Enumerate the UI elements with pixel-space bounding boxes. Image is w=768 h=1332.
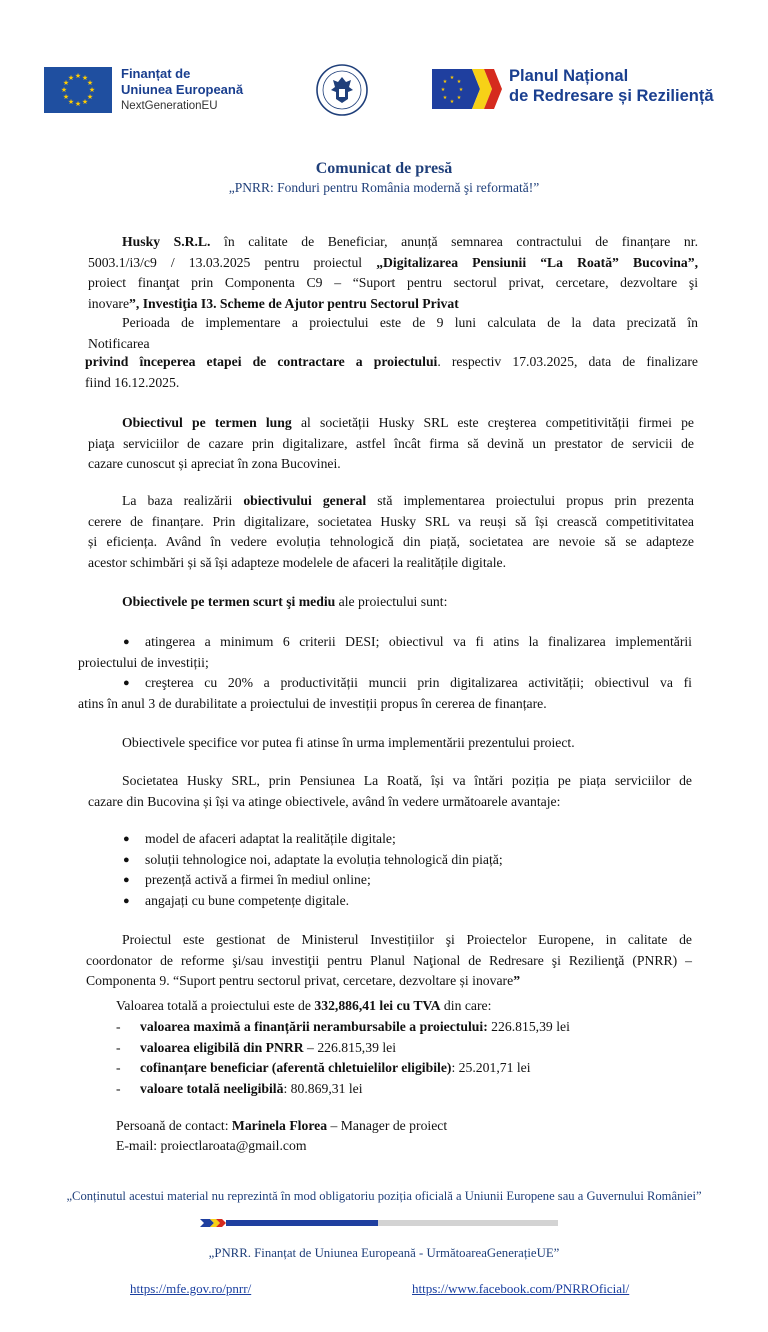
specific-objectives-text: Obiectivele specifice vor putea fi atinse în urma implementării prezentului proiect. — [122, 735, 575, 750]
value-item-label: valoare totală neeligibilă — [140, 1080, 284, 1096]
advantages-list — [121, 829, 681, 911]
advantages-text-1: Societatea Husky SRL, prin Pensiunea La Roată, își va întări poziția pe piața serviciilor de — [122, 773, 692, 788]
bullet-icon: ● — [123, 677, 130, 689]
contact-email: E-mail: proiectlaroata@gmail.com — [116, 1138, 307, 1153]
general-objective-label: obiectivului general — [243, 493, 367, 508]
footer-slogan: „PNRR. Finanțat de Uniunea Europeană - UrmătoareaGenerațieUE” — [208, 1246, 560, 1260]
dash-marker: - — [116, 1080, 121, 1096]
project-name: „Digitalizarea Pensiunii “La Roată” Bucovina”, — [376, 254, 698, 270]
short-term-item-1-line-1: atingerea a minimum 6 criterii DESI; obiectivul va fi atins la finalizarea implementării — [145, 634, 692, 649]
dash-marker: - — [116, 1019, 121, 1034]
general-text-4: acestor schimbări și să își adapteze modelele de afaceri la realitățile digitale. — [88, 554, 507, 570]
list-item — [121, 850, 681, 871]
eu-stars-icon — [44, 67, 112, 113]
short-term-item-2-line-1: creşterea cu 20% a productivității muncii prin digitalizarea activității; obiectivul va fi — [145, 675, 692, 690]
period-text-2: Notificarea — [88, 335, 150, 351]
intro-text-3: proiect finanţat prin Componenta C9 – “Suport pentru sectorul privat, cercetare, dezvoltare şi — [88, 275, 698, 291]
svg-text:★: ★ — [62, 79, 70, 87]
management-text-3: Componenta 9. “Suport pentru sectorul privat, cercetare, dezvoltare și inovare — [86, 973, 514, 989]
eu-flag-logo — [44, 67, 112, 113]
dash-marker: - — [116, 1060, 121, 1076]
svg-text:★: ★ — [60, 86, 68, 94]
bullet-icon: ● — [123, 894, 130, 907]
page-subtitle: „PNRR: Fonduri pentru România modernă şi reformată!” — [228, 180, 540, 195]
government-seal-logo — [315, 63, 369, 117]
pnrr-logo-mark — [432, 69, 504, 109]
svg-text:★: ★ — [67, 74, 75, 82]
svg-text:★: ★ — [442, 95, 448, 101]
list-item — [116, 1017, 692, 1038]
general-objective-paragraph — [88, 491, 694, 573]
value-item-amount: : 25.201,71 lei — [451, 1060, 531, 1076]
footer-color-bar — [200, 1219, 558, 1227]
svg-text:★: ★ — [86, 93, 94, 101]
list-item — [121, 891, 681, 912]
short-term-item-2-line-2: atins în anul 3 de durabilitate a proiectului de investiții propus în cererea de finanțare. — [78, 695, 547, 711]
value-item-label: valoarea eligibilă din PNRR — [140, 1039, 304, 1055]
pnrr-flag-icon — [432, 69, 504, 109]
general-text-1b: stă implementarea proiectului propus prin prezenta — [366, 493, 694, 508]
general-text-1a: La baza realizării — [122, 493, 244, 508]
svg-text:★: ★ — [67, 98, 75, 106]
eu-line-2: Uniunea Europeană — [121, 82, 244, 97]
period-text-3: . respectiv 17.03.2025, data de finalizare — [437, 354, 698, 369]
list-item — [116, 1079, 692, 1100]
value-text-1: Valoarea totală a proiectului este de — [116, 998, 315, 1013]
advantage-text: soluții tehnologice noi, adaptate la evoluția tehnologică din piață; — [145, 851, 503, 867]
disclaimer-text: „Conținutul acestui material nu reprezintă în mod obligatoriu poziția oficială a Uniunii Europene sau a Guvernului României” — [66, 1189, 702, 1203]
svg-text:★: ★ — [74, 100, 82, 108]
svg-text:★: ★ — [442, 79, 448, 85]
advantages-text-2: cazare din Bucovina și își va atinge obiectivele, având în vedere următoarele avantaje: — [88, 793, 561, 809]
long-term-text-3: cazare cunoscut și apreciat în zona Bucovinei. — [88, 456, 341, 472]
romanian-coat-of-arms-icon — [315, 63, 369, 117]
list-item — [121, 870, 681, 891]
list-item — [121, 829, 681, 850]
value-breakdown-list — [116, 1017, 692, 1099]
management-text-1: Proiectul este gestionat de Ministerul Investițiilor şi Proiectelor Europene, in calitate de — [122, 932, 692, 947]
period-paragraph — [88, 313, 698, 354]
pnrr-line-1: Planul Național — [509, 67, 629, 85]
footer-stripe-icon — [200, 1219, 558, 1227]
short-term-label: Obiectivele pe termen scurt şi mediu — [122, 594, 336, 609]
short-term-item-2 — [78, 673, 692, 714]
contact-role: – Manager de proiect — [327, 1118, 448, 1133]
eu-line-3: NextGenerationEU — [121, 100, 218, 112]
mfe-link[interactable]: https://mfe.gov.ro/pnrr/ — [130, 1281, 252, 1296]
page-title: Comunicat de presă — [315, 160, 453, 177]
contracting-stage: privind începerea etapei de contractare a proiectului — [85, 354, 438, 369]
management-text-2: coordonator de reforme şi/sau investiţii pentru Planul Naţional de Redresare şi Rezilienţă (PNRR) – — [86, 952, 692, 968]
value-item-label: valoarea maximă a finanțării nerambursabile a proiectului: — [140, 1019, 488, 1034]
long-term-paragraph — [88, 413, 694, 475]
bullet-icon: ● — [123, 636, 130, 648]
eu-line-1: Finanțat de — [121, 66, 191, 81]
bullet-icon: ● — [123, 853, 130, 866]
pnrr-title — [509, 66, 714, 106]
svg-text:★: ★ — [456, 79, 462, 85]
dash-marker: - — [116, 1039, 121, 1055]
advantages-paragraph — [88, 771, 692, 812]
advantage-text: model de afaceri adaptat la realitățile digitale; — [145, 831, 396, 846]
intro-paragraph — [88, 232, 698, 314]
bullet-icon: ● — [123, 874, 130, 887]
contact-name: Marinela Florea — [231, 1118, 328, 1133]
general-text-2: cerere de finanțare. Prin digitalizare, societatea Husky SRL va reuși să își crească competitivitatea — [88, 513, 694, 529]
value-item-amount: – 226.815,39 lei — [303, 1039, 397, 1055]
investment-name: ”, Investiţia I3. Scheme de Ajutor pentru Sectorul Privat — [129, 295, 459, 311]
total-value: 332,886,41 lei cu TVA — [314, 998, 441, 1013]
short-term-text: ale proiectului sunt: — [335, 594, 448, 609]
short-term-item-1-line-2: proiectului de investiții; — [78, 654, 209, 670]
svg-text:★: ★ — [62, 93, 70, 101]
svg-text:★: ★ — [81, 74, 89, 82]
intro-text-2: 5003.1/i3/c9 / 13.03.2025 pentru proiectul — [88, 254, 377, 270]
facebook-link[interactable]: https://www.facebook.com/PNRROficial/ — [412, 1281, 630, 1296]
list-item — [116, 1058, 692, 1079]
general-text-3: și eficiența. Având în vedere evoluția tehnologică din piață, societatea are nevoie să se adapteze — [88, 534, 694, 550]
svg-text:★: ★ — [449, 75, 455, 81]
eu-funding-label — [121, 66, 243, 114]
value-item-label: cofinanțare beneficiar (aferentă chletuielilor eligibile) — [140, 1060, 452, 1076]
management-text-3b: ” — [513, 973, 521, 989]
intro-text-4a: inovare — [88, 295, 130, 311]
advantage-text: prezență activă a firmei în mediul online; — [145, 872, 371, 888]
list-item — [116, 1038, 692, 1059]
svg-text:★: ★ — [74, 72, 82, 80]
long-term-label: Obiectivul pe termen lung — [122, 415, 292, 430]
period-text-4: fiind 16.12.2025. — [85, 374, 180, 390]
period-paragraph-cont — [85, 352, 698, 393]
svg-text:★: ★ — [81, 98, 89, 106]
intro-text-1: în calitate de Beneficiar, anunță semnarea contractului de finanțare nr. — [210, 234, 698, 249]
management-paragraph — [86, 930, 692, 992]
project-value-line — [116, 996, 692, 1017]
pnrr-line-2: de Redresare și Reziliență — [509, 87, 714, 105]
period-text-1: Perioada de implementare a proiectului este de 9 luni calculata de la data precizată în — [122, 315, 698, 330]
svg-text:★: ★ — [458, 87, 464, 93]
contact-line — [116, 1116, 692, 1137]
short-term-heading — [122, 592, 682, 613]
svg-text:★: ★ — [86, 79, 94, 87]
svg-text:★: ★ — [440, 87, 446, 93]
bullet-icon: ● — [123, 833, 130, 845]
contact-label: Persoană de contact: — [116, 1118, 232, 1133]
value-item-amount: 226.815,39 lei — [487, 1019, 570, 1034]
long-term-text-1: al societății Husky SRL este creşterea competitivității firmei pe — [291, 415, 694, 430]
svg-text:★: ★ — [449, 99, 455, 105]
svg-text:★: ★ — [88, 86, 96, 94]
company-name: Husky S.R.L. — [122, 234, 211, 249]
advantage-text: angajați cu bune competențe digitale. — [145, 892, 350, 908]
svg-text:★: ★ — [456, 95, 462, 101]
short-term-item-1 — [78, 632, 692, 673]
value-item-amount: : 80.869,31 lei — [283, 1080, 363, 1096]
long-term-text-2: piaţa serviciilor de cazare prin digitalizare, astfel încât firma să devină un prestator de servicii de — [88, 435, 694, 451]
value-text-2: din care: — [440, 998, 492, 1013]
